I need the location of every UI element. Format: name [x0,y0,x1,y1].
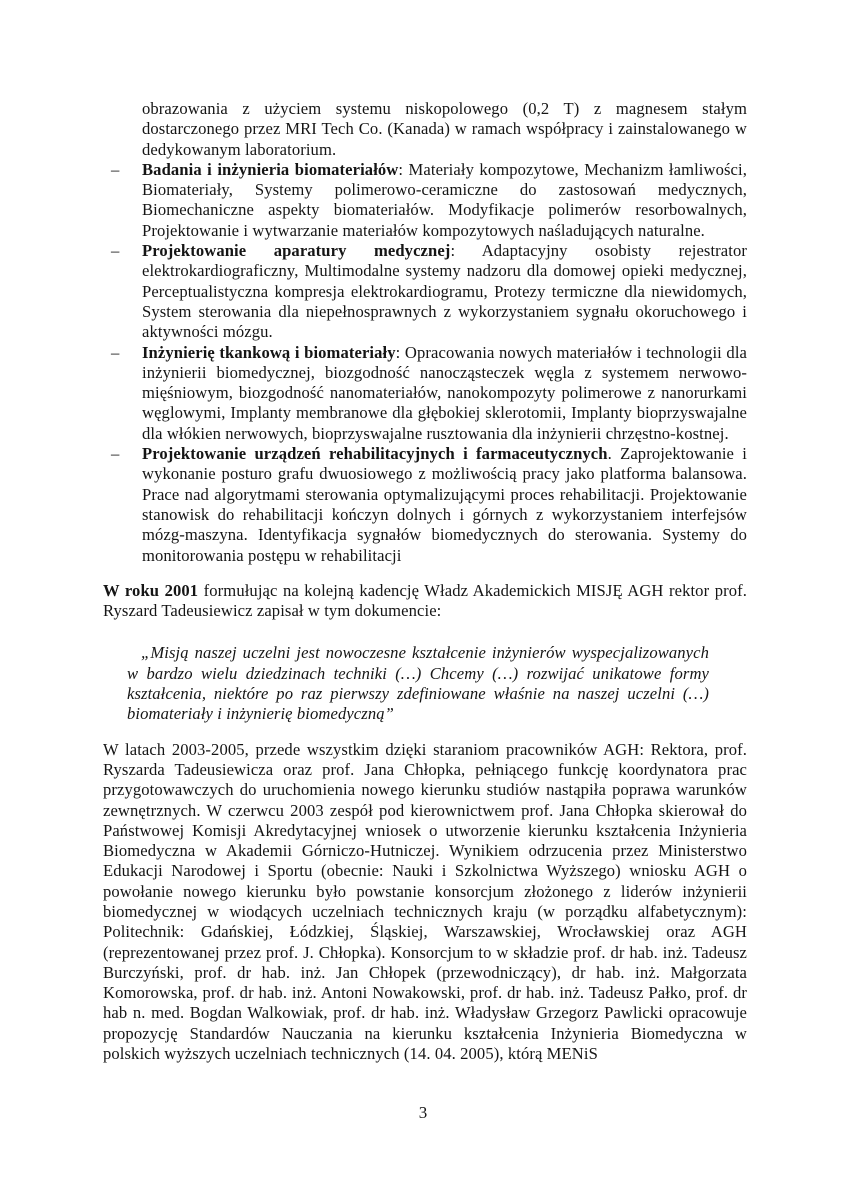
quote-text: „Misją naszej uczelni jest nowoczesne kształcenie inżynierów wyspecjalizowanych w bardzo wielu dziedzinach techniki (…) Chcemy (…) rozwijać unikatowe formy kształcenia, niektóre po raz pierwszy zdefiniowane właśnie na naszej uczelni (…) biomateriały i inżynierię biomedyczną” [127,643,709,724]
paragraph-history [103,740,747,1065]
bullet-dash-icon: – [111,342,120,362]
mission-lead-bold: W roku 2001 [103,580,199,600]
text-block [103,99,747,1064]
list-item-title: Projektowanie aparatury medycznej [142,241,451,261]
history-text: W latach 2003-2005, przede wszystkim dzięki staraniom pracowników AGH: Rektora, prof. Ryszarda Tadeusiewicza oraz prof. Jana Chłopka, pełniącego funkcję koordynatora prac przygotowawczych do uruchomienia nowego kierunku studiów nastąpiła poprawa warunków zewnętrznych. W czerwcu 2003 zespół pod kierownictwem prof. Jana Chłopka skierował do Państwowej Komisji Akredytacyjnej wniosek o utworzenie kierunku kształcenia Inżynieria Biomedyczna w Akademii Górniczo-Hutniczej. Wynikiem odrzucenia przez Ministerstwo Edukacji Narodowej i Sportu (obecnie: Nauki i Szkolnictwa Wyższego) wniosku AGH o powołanie nowego kierunku było powstanie konsorcjum złożonego z liderów inżynierii biomedycznej w wiodących uczelniach technicznych kraju (w porządku alfabetycznym): Politechnik: Gdańskiej, Łódzkiej, Śląskiej, Warszawskiej, Wrocławskiej oraz AGH (reprezentowanej przez prof. J. Chłopka). Konsorcjum to w składzie prof. dr hab. inż. Tadeusz Burczyński, prof. dr hab. inż. Jan Chłopek (przewodniczący), dr hab. inż. Małgorzata Komorowska, prof. dr hab. inż. Antoni Nowakowski, prof. dr hab. inż. Tadeusz Pałko, prof. dr hab n. med. Bogdan Walkowiak, prof. dr hab. inż. Władysław Grzegorz Pawlicki opracowuje propozycję Standardów Nauczania na kierunku kształcenia Inżynieria Biomedyczna w polskich wyższych uczelniach technicznych (14. 04. 2005), którą MENiS [103,739,747,1064]
list-item-text: . Zaprojektowanie i wykonanie posturo grafu dwuosiowego z możliwością pracy jako platforma balansowa. Prace nad algorytmami sterowania optymalizującymi proces rehabilitacji. Projektowanie stanowisk do rehabilitacji kończyn dolnych i górnych z wykorzystaniem interfejsów mózg-maszyna. Identyfikacja sygnałów biomedycznych do sterowania. Systemy do monitorowania postępu w rehabilitacji [142,444,747,565]
list-item [103,343,747,444]
bullet-list [103,160,747,566]
block-quote [127,643,709,724]
continuation-text: obrazowania z użyciem systemu niskopolowego (0,2 T) z magnesem stałym dostarczonego przez MRI Tech Co. (Kanada) w ramach współpracy i zainstalowanego w dedykowanym laboratorium. [142,99,747,159]
list-item-text: : Adaptacyjny osobisty rejestrator elektrokardiograficzny, Multimodalne systemy nadzoru dla domowej opieki medycznej, Perceptualistyczna kompresja elektrokardiogramu, Protezy termiczne dla niewidomych, System sterowania dla niepełnosprawnych z wykorzystaniem sygnału okoruchowego i aktywności mózgu. [142,241,747,342]
page-number: 3 [418,1103,428,1122]
paragraph-mission-lead [103,581,747,622]
paragraph-continuation [142,99,747,160]
bullet-dash-icon: – [111,444,120,464]
bullet-dash-icon: – [111,241,120,261]
list-item-title: Projektowanie urządzeń rehabilitacyjnych i farmaceutycznych [142,444,608,464]
list-item [103,160,747,241]
list-item-title: Inżynierię tkankową i biomateriały [142,342,396,362]
bullet-dash-icon: – [111,159,120,179]
list-item [103,241,747,342]
list-item-text: : Opracowania nowych materiałów i technologii dla inżynierii biomedycznej, biozgodność nanocząsteczek węgla z systemem nerwowo-mięśniowym, biozgodność nanomateriałów, nanokompozyty polimerowe z nanorurkami węglowymi, Implanty membranowe dla głębokiej sklerotomii, Implanty bioprzyswajalne dla włókien nerwowych, bioprzyswajalne rusztowania dla inżynierii chrzęstno-kostnej. [142,342,747,443]
list-item-text: : Materiały kompozytowe, Mechanizm łamliwości, Biomateriały, Systemy polimerowo-ceramiczne do zastosowań medycznych, Biomechaniczne aspekty biomateriałów. Modyfikacje polimerów resorbowalnych, Projektowanie i wytwarzanie materiałów kompozytowych naśladujących naturalne. [142,159,747,240]
list-item [103,444,747,566]
list-item-title: Badania i inżynieria biomateriałów [142,159,399,179]
mission-lead-text: formułując na kolejną kadencję Władz Akademickich MISJĘ AGH rektor prof. Ryszard Tadeusiewicz zapisał w tym dokumencie: [103,580,747,621]
